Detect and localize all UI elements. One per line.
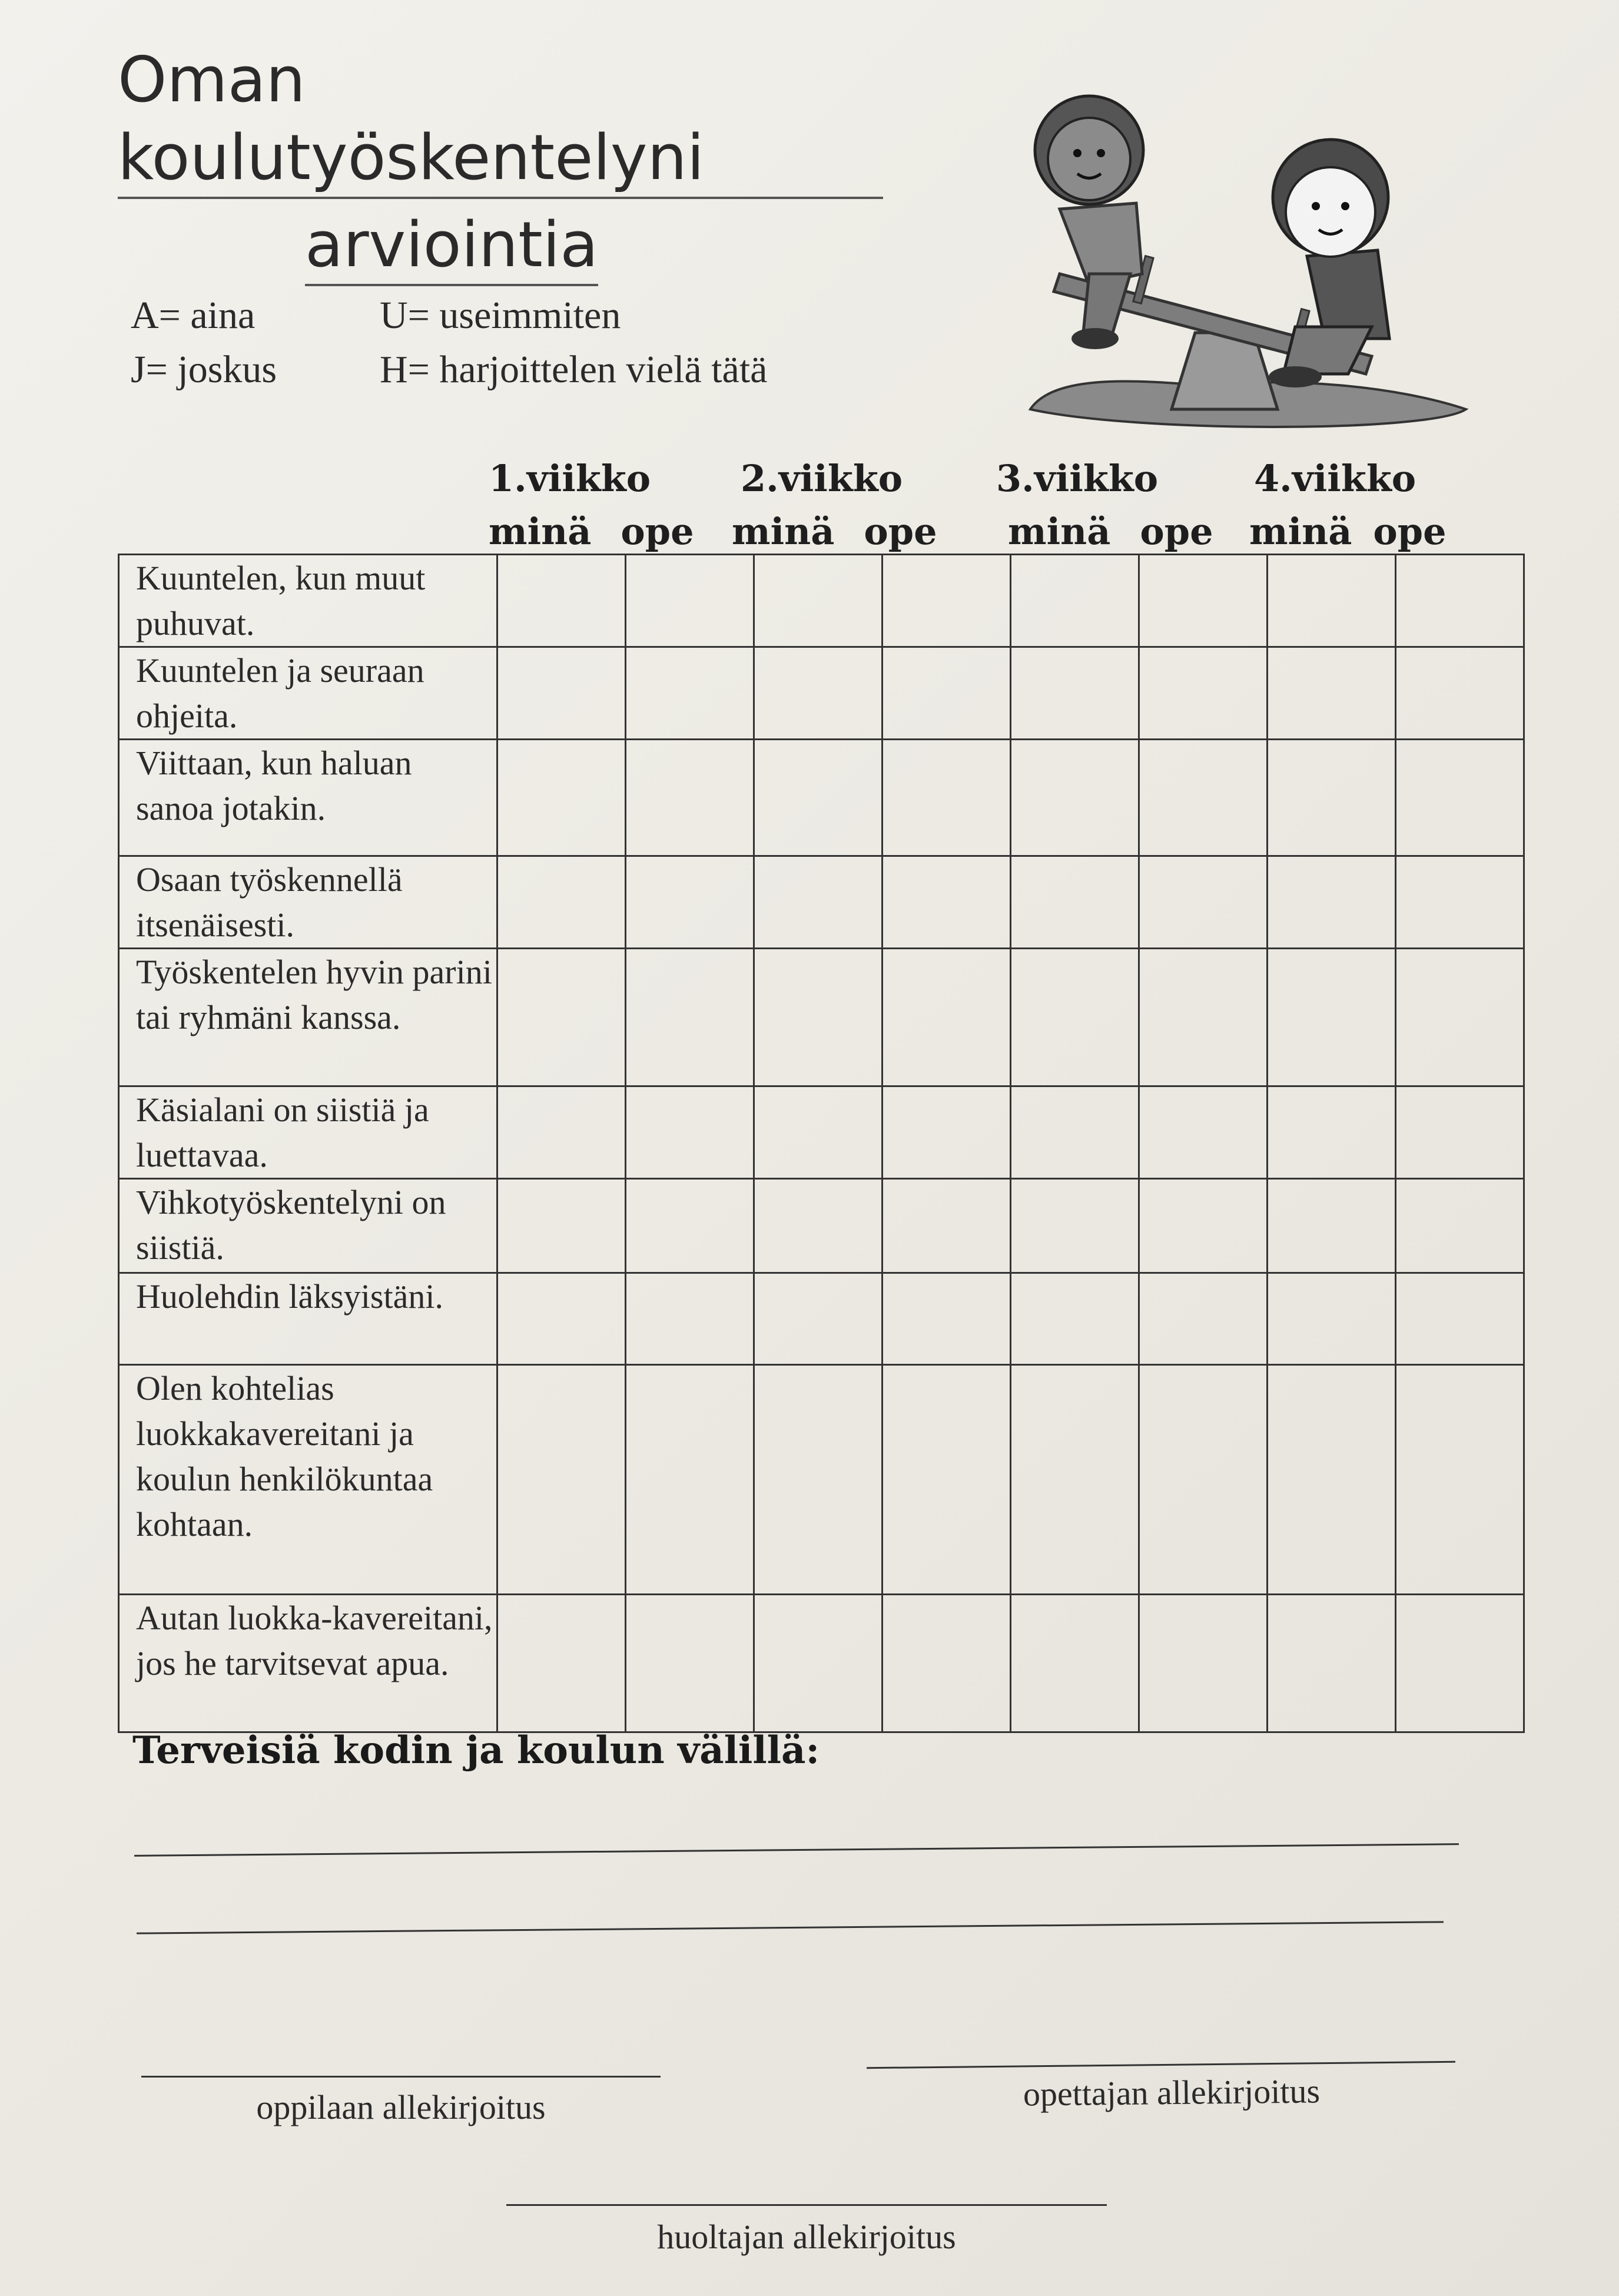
self-label: minä xyxy=(489,510,592,553)
table-row xyxy=(119,1595,1524,1732)
evaluation-table xyxy=(118,554,1525,1733)
criterion-label: Autan luokka-kavereitani, jos he tarvitsevat apua. xyxy=(119,1595,497,1732)
rating-cell[interactable] xyxy=(497,949,626,1086)
week-header xyxy=(996,452,1243,558)
week-headers xyxy=(489,452,1478,558)
table-row xyxy=(119,949,1524,1086)
rating-cell[interactable] xyxy=(1139,647,1268,740)
legend-item: J= joskus xyxy=(131,348,277,391)
rating-cell[interactable] xyxy=(1139,1086,1268,1179)
rating-cell[interactable] xyxy=(1139,1179,1268,1273)
teacher-label: ope xyxy=(1373,510,1447,553)
student-signature-label: oppilaan allekirjoitus xyxy=(256,2088,546,2126)
page-title xyxy=(118,41,883,289)
rating-cell[interactable] xyxy=(497,1273,626,1365)
rating-cell[interactable] xyxy=(754,740,883,856)
rating-cell[interactable] xyxy=(1268,1179,1396,1273)
rating-cell[interactable] xyxy=(754,1365,883,1595)
week-label: 1.viikko xyxy=(489,457,651,500)
rating-cell[interactable] xyxy=(754,1273,883,1365)
criterion-label: Huolehdin läksyistäni. xyxy=(119,1273,497,1365)
rating-cell[interactable] xyxy=(1011,647,1139,740)
legend-item: H= harjoittelen vielä tätä xyxy=(380,348,768,391)
rating-cell[interactable] xyxy=(754,856,883,949)
rating-cell[interactable] xyxy=(1139,1365,1268,1595)
table-row xyxy=(119,555,1524,647)
rating-cell[interactable] xyxy=(1396,740,1524,856)
rating-cell[interactable] xyxy=(497,1595,626,1732)
rating-cell[interactable] xyxy=(497,740,626,856)
rating-cell[interactable] xyxy=(1268,1273,1396,1365)
rating-cell[interactable] xyxy=(1139,856,1268,949)
rating-cell[interactable] xyxy=(1011,1086,1139,1179)
rating-cell[interactable] xyxy=(1139,949,1268,1086)
week-header xyxy=(489,452,736,558)
teacher-label: ope xyxy=(621,510,694,553)
rating-cell[interactable] xyxy=(1011,1595,1139,1732)
rating-cell[interactable] xyxy=(754,949,883,1086)
rating-cell[interactable] xyxy=(754,1595,883,1732)
rating-cell[interactable] xyxy=(1396,1086,1524,1179)
rating-cell[interactable] xyxy=(1396,1179,1524,1273)
teacher-label: ope xyxy=(864,510,937,553)
rating-cell[interactable] xyxy=(1396,1595,1524,1732)
rating-cell[interactable] xyxy=(883,856,1011,949)
rating-cell[interactable] xyxy=(626,1595,754,1732)
rating-cell[interactable] xyxy=(1011,856,1139,949)
teacher-signature-label: opettajan allekirjoitus xyxy=(1023,2072,1321,2113)
table-row xyxy=(119,1086,1524,1179)
self-label: minä xyxy=(1008,510,1111,553)
week-label: 2.viikko xyxy=(741,457,903,500)
greeting-line[interactable] xyxy=(134,1843,1459,1857)
rating-cell[interactable] xyxy=(883,740,1011,856)
rating-cell[interactable] xyxy=(1268,1365,1396,1595)
rating-cell[interactable] xyxy=(497,1179,626,1273)
criterion-label: Viittaan, kun haluan sanoa jotakin. xyxy=(119,740,497,856)
criterion-label: Vihkotyöskentelyni on siistiä. xyxy=(119,1179,497,1273)
guardian-signature-line[interactable] xyxy=(506,2204,1107,2206)
rating-cell[interactable] xyxy=(626,740,754,856)
rating-cell[interactable] xyxy=(883,1086,1011,1179)
week-header xyxy=(732,452,988,558)
table-row xyxy=(119,740,1524,856)
rating-cell[interactable] xyxy=(1268,1595,1396,1732)
table-row xyxy=(119,856,1524,949)
title-line-1: Oman koulutyöskentelyni xyxy=(118,41,883,199)
rating-cell[interactable] xyxy=(497,1365,626,1595)
criterion-label: Kuuntelen, kun muut puhuvat. xyxy=(119,555,497,647)
teacher-signature-line[interactable] xyxy=(867,2061,1455,2069)
rating-cell[interactable] xyxy=(497,856,626,949)
legend-item: U= useimmiten xyxy=(380,294,621,337)
rating-cell[interactable] xyxy=(1268,647,1396,740)
rating-cell[interactable] xyxy=(626,1273,754,1365)
table-row xyxy=(119,647,1524,740)
rating-cell[interactable] xyxy=(1268,555,1396,647)
rating-cell[interactable] xyxy=(1011,949,1139,1086)
rating-cell[interactable] xyxy=(1139,1595,1268,1732)
legend-left xyxy=(131,289,277,397)
rating-cell[interactable] xyxy=(626,1086,754,1179)
rating-cell[interactable] xyxy=(1268,856,1396,949)
rating-cell[interactable] xyxy=(497,647,626,740)
rating-cell[interactable] xyxy=(883,1595,1011,1732)
rating-cell[interactable] xyxy=(1011,1179,1139,1273)
rating-cell[interactable] xyxy=(1396,647,1524,740)
rating-cell[interactable] xyxy=(497,1086,626,1179)
rating-cell[interactable] xyxy=(883,949,1011,1086)
student-signature-line[interactable] xyxy=(141,2076,661,2078)
greeting-line[interactable] xyxy=(137,1921,1444,1934)
guardian-signature-label: huoltajan allekirjoitus xyxy=(657,2218,956,2256)
table-row xyxy=(119,1365,1524,1595)
rating-cell[interactable] xyxy=(1396,949,1524,1086)
teacher-label: ope xyxy=(1140,510,1213,553)
rating-cell[interactable] xyxy=(754,1086,883,1179)
rating-cell[interactable] xyxy=(1268,740,1396,856)
legend-right xyxy=(380,289,767,397)
rating-cell[interactable] xyxy=(1139,740,1268,856)
rating-cell[interactable] xyxy=(1268,1086,1396,1179)
criterion-label: Työskentelen hyvin parini tai ryhmäni kanssa. xyxy=(119,949,497,1086)
rating-cell[interactable] xyxy=(1011,1365,1139,1595)
rating-cell[interactable] xyxy=(1011,555,1139,647)
rating-cell[interactable] xyxy=(883,1365,1011,1595)
table-row xyxy=(119,1273,1524,1365)
greeting-heading: Terveisiä kodin ja koulun välillä: xyxy=(132,1728,820,1772)
rating-cell[interactable] xyxy=(1396,1273,1524,1365)
rating-cell[interactable] xyxy=(1011,1273,1139,1365)
rating-cell[interactable] xyxy=(754,555,883,647)
criterion-label: Kuuntelen ja seuraan ohjeita. xyxy=(119,647,497,740)
rating-cell[interactable] xyxy=(626,555,754,647)
rating-cell[interactable] xyxy=(626,1179,754,1273)
week-header xyxy=(1249,452,1501,558)
rating-cell[interactable] xyxy=(754,647,883,740)
rating-cell[interactable] xyxy=(883,1273,1011,1365)
rating-cell[interactable] xyxy=(883,1179,1011,1273)
rating-cell[interactable] xyxy=(626,856,754,949)
rating-cell[interactable] xyxy=(1268,949,1396,1086)
rating-cell[interactable] xyxy=(1139,1273,1268,1365)
rating-cell[interactable] xyxy=(1011,740,1139,856)
rating-cell[interactable] xyxy=(1396,856,1524,949)
criterion-label: Käsialani on siistiä ja luettavaa. xyxy=(119,1086,497,1179)
rating-cell[interactable] xyxy=(1396,555,1524,647)
week-label: 4.viikko xyxy=(1254,457,1416,500)
rating-cell[interactable] xyxy=(1139,555,1268,647)
criterion-label: Olen kohtelias luokkakavereitani ja koulun henkilökuntaa kohtaan. xyxy=(119,1365,497,1595)
rating-cell[interactable] xyxy=(754,1179,883,1273)
rating-cell[interactable] xyxy=(497,555,626,647)
self-label: minä xyxy=(1249,510,1352,553)
legend-item: A= aina xyxy=(131,294,256,337)
rating-cell[interactable] xyxy=(883,647,1011,740)
title-line-2: arviointia xyxy=(305,206,598,286)
week-label: 3.viikko xyxy=(996,457,1159,500)
rating-cell[interactable] xyxy=(883,555,1011,647)
seesaw-children-illustration xyxy=(1018,79,1478,436)
rating-cell[interactable] xyxy=(626,647,754,740)
rating-cell[interactable] xyxy=(626,1365,754,1595)
rating-cell[interactable] xyxy=(626,949,754,1086)
rating-cell[interactable] xyxy=(1396,1365,1524,1595)
criterion-label: Osaan työskennellä itsenäisesti. xyxy=(119,856,497,949)
self-label: minä xyxy=(732,510,835,553)
table-row xyxy=(119,1179,1524,1273)
